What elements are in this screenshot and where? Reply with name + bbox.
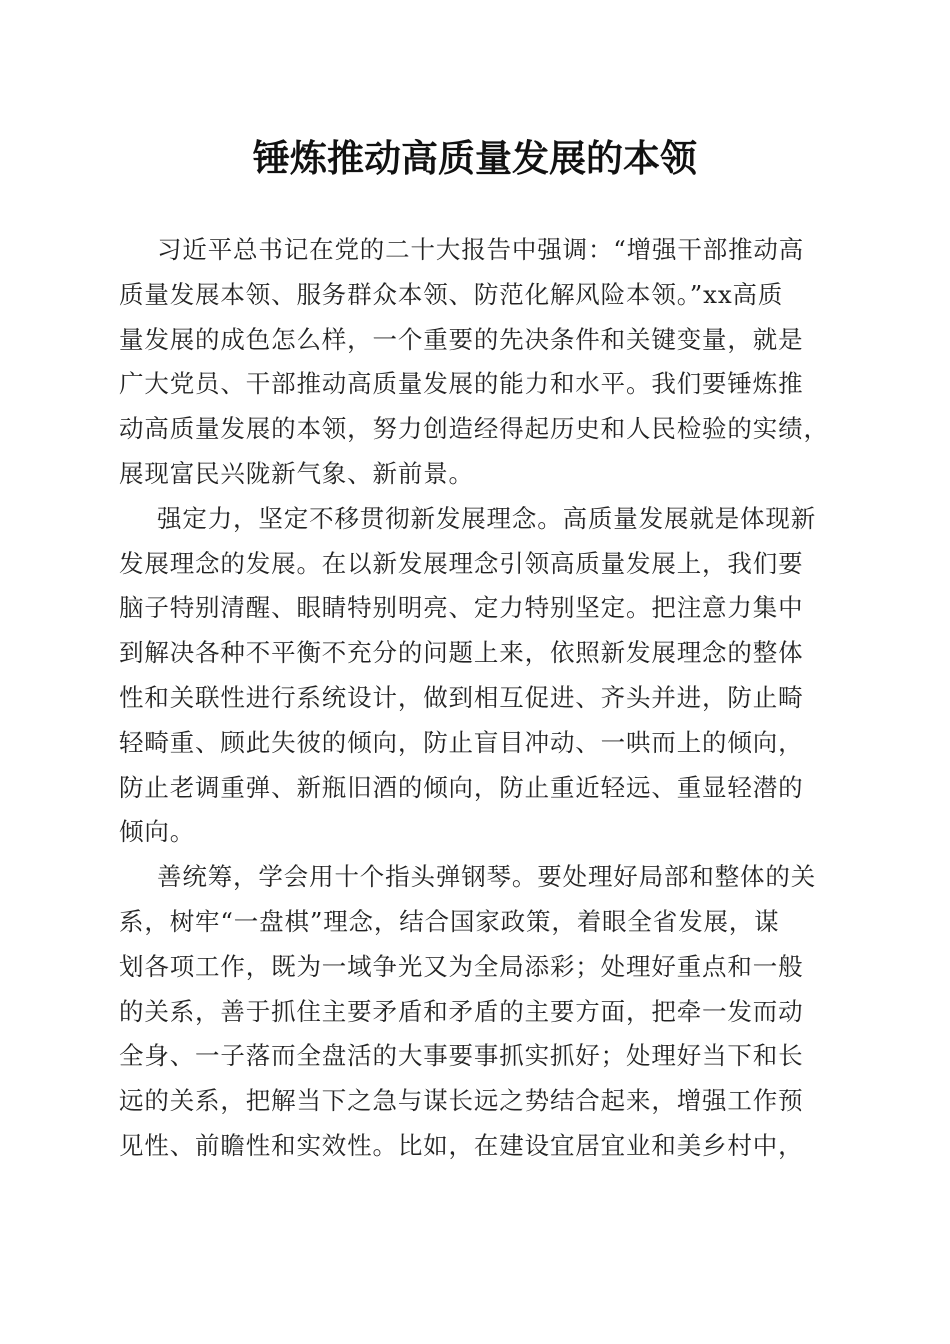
text-line: 轻畸重、顾此失彼的倾向，防止盲目冲动、一哄而上的倾向，	[119, 727, 804, 757]
document-body	[119, 228, 829, 1169]
text-line: 脑子特别清醒、眼睛特别明亮、定力特别坚定。把注意力集中	[119, 593, 804, 623]
text-line: 系，树牢“一盘棋”理念，结合国家政策，着眼全省发展，谋	[119, 906, 780, 936]
text-line: 动高质量发展的本领，努力创造经得起历史和人民检验的实绩，	[119, 414, 829, 444]
text-line: 展现富民兴陇新气象、新前景。	[119, 458, 474, 488]
text-line: 全身、一子落而全盘活的大事要事抓实抓好；处理好当下和长	[119, 1041, 804, 1071]
text-line: 防止老调重弹、新瓶旧酒的倾向，防止重近轻远、重显轻潜的	[119, 772, 804, 802]
text-line: 远的关系，把解当下之急与谋长远之势结合起来，增强工作预	[119, 1086, 804, 1116]
text-line: 倾向。	[119, 817, 196, 847]
paragraph-1	[119, 228, 829, 497]
text-line: 划各项工作，既为一域争光又为全局添彩；处理好重点和一般	[119, 951, 804, 981]
text-line: 质量发展本领、服务群众本领、防范化解风险本领。”xx高质	[119, 279, 784, 309]
text-line: 习近平总书记在党的二十大报告中强调：“增强干部推动高	[157, 235, 805, 264]
text-line: 广大党员、干部推动高质量发展的能力和水平。我们要锤炼推	[119, 369, 804, 399]
document-title: 锤炼推动高质量发展的本领	[253, 136, 697, 180]
text-line: 到解决各种不平衡不充分的问题上来，依照新发展理念的整体	[119, 638, 804, 668]
paragraph-3	[119, 855, 825, 1169]
text-line: 善统筹，学会用十个指头弹钢琴。要处理好局部和整体的关	[157, 862, 817, 892]
text-line: 量发展的成色怎么样，一个重要的先决条件和关键变量，就是	[119, 324, 804, 354]
text-line: 强定力，坚定不移贯彻新发展理念。高质量发展就是体现新	[157, 503, 817, 533]
text-line: 的关系，善于抓住主要矛盾和矛盾的主要方面，把牵一发而动	[119, 996, 804, 1026]
text-line: 发展理念的发展。在以新发展理念引领高质量发展上，我们要	[119, 548, 804, 578]
text-line: 见性、前瞻性和实效性。比如，在建设宜居宜业和美乡村中，	[119, 1130, 804, 1160]
paragraph-2	[119, 497, 825, 855]
text-line: 性和关联性进行系统设计，做到相互促进、齐头并进，防止畸	[119, 682, 804, 712]
